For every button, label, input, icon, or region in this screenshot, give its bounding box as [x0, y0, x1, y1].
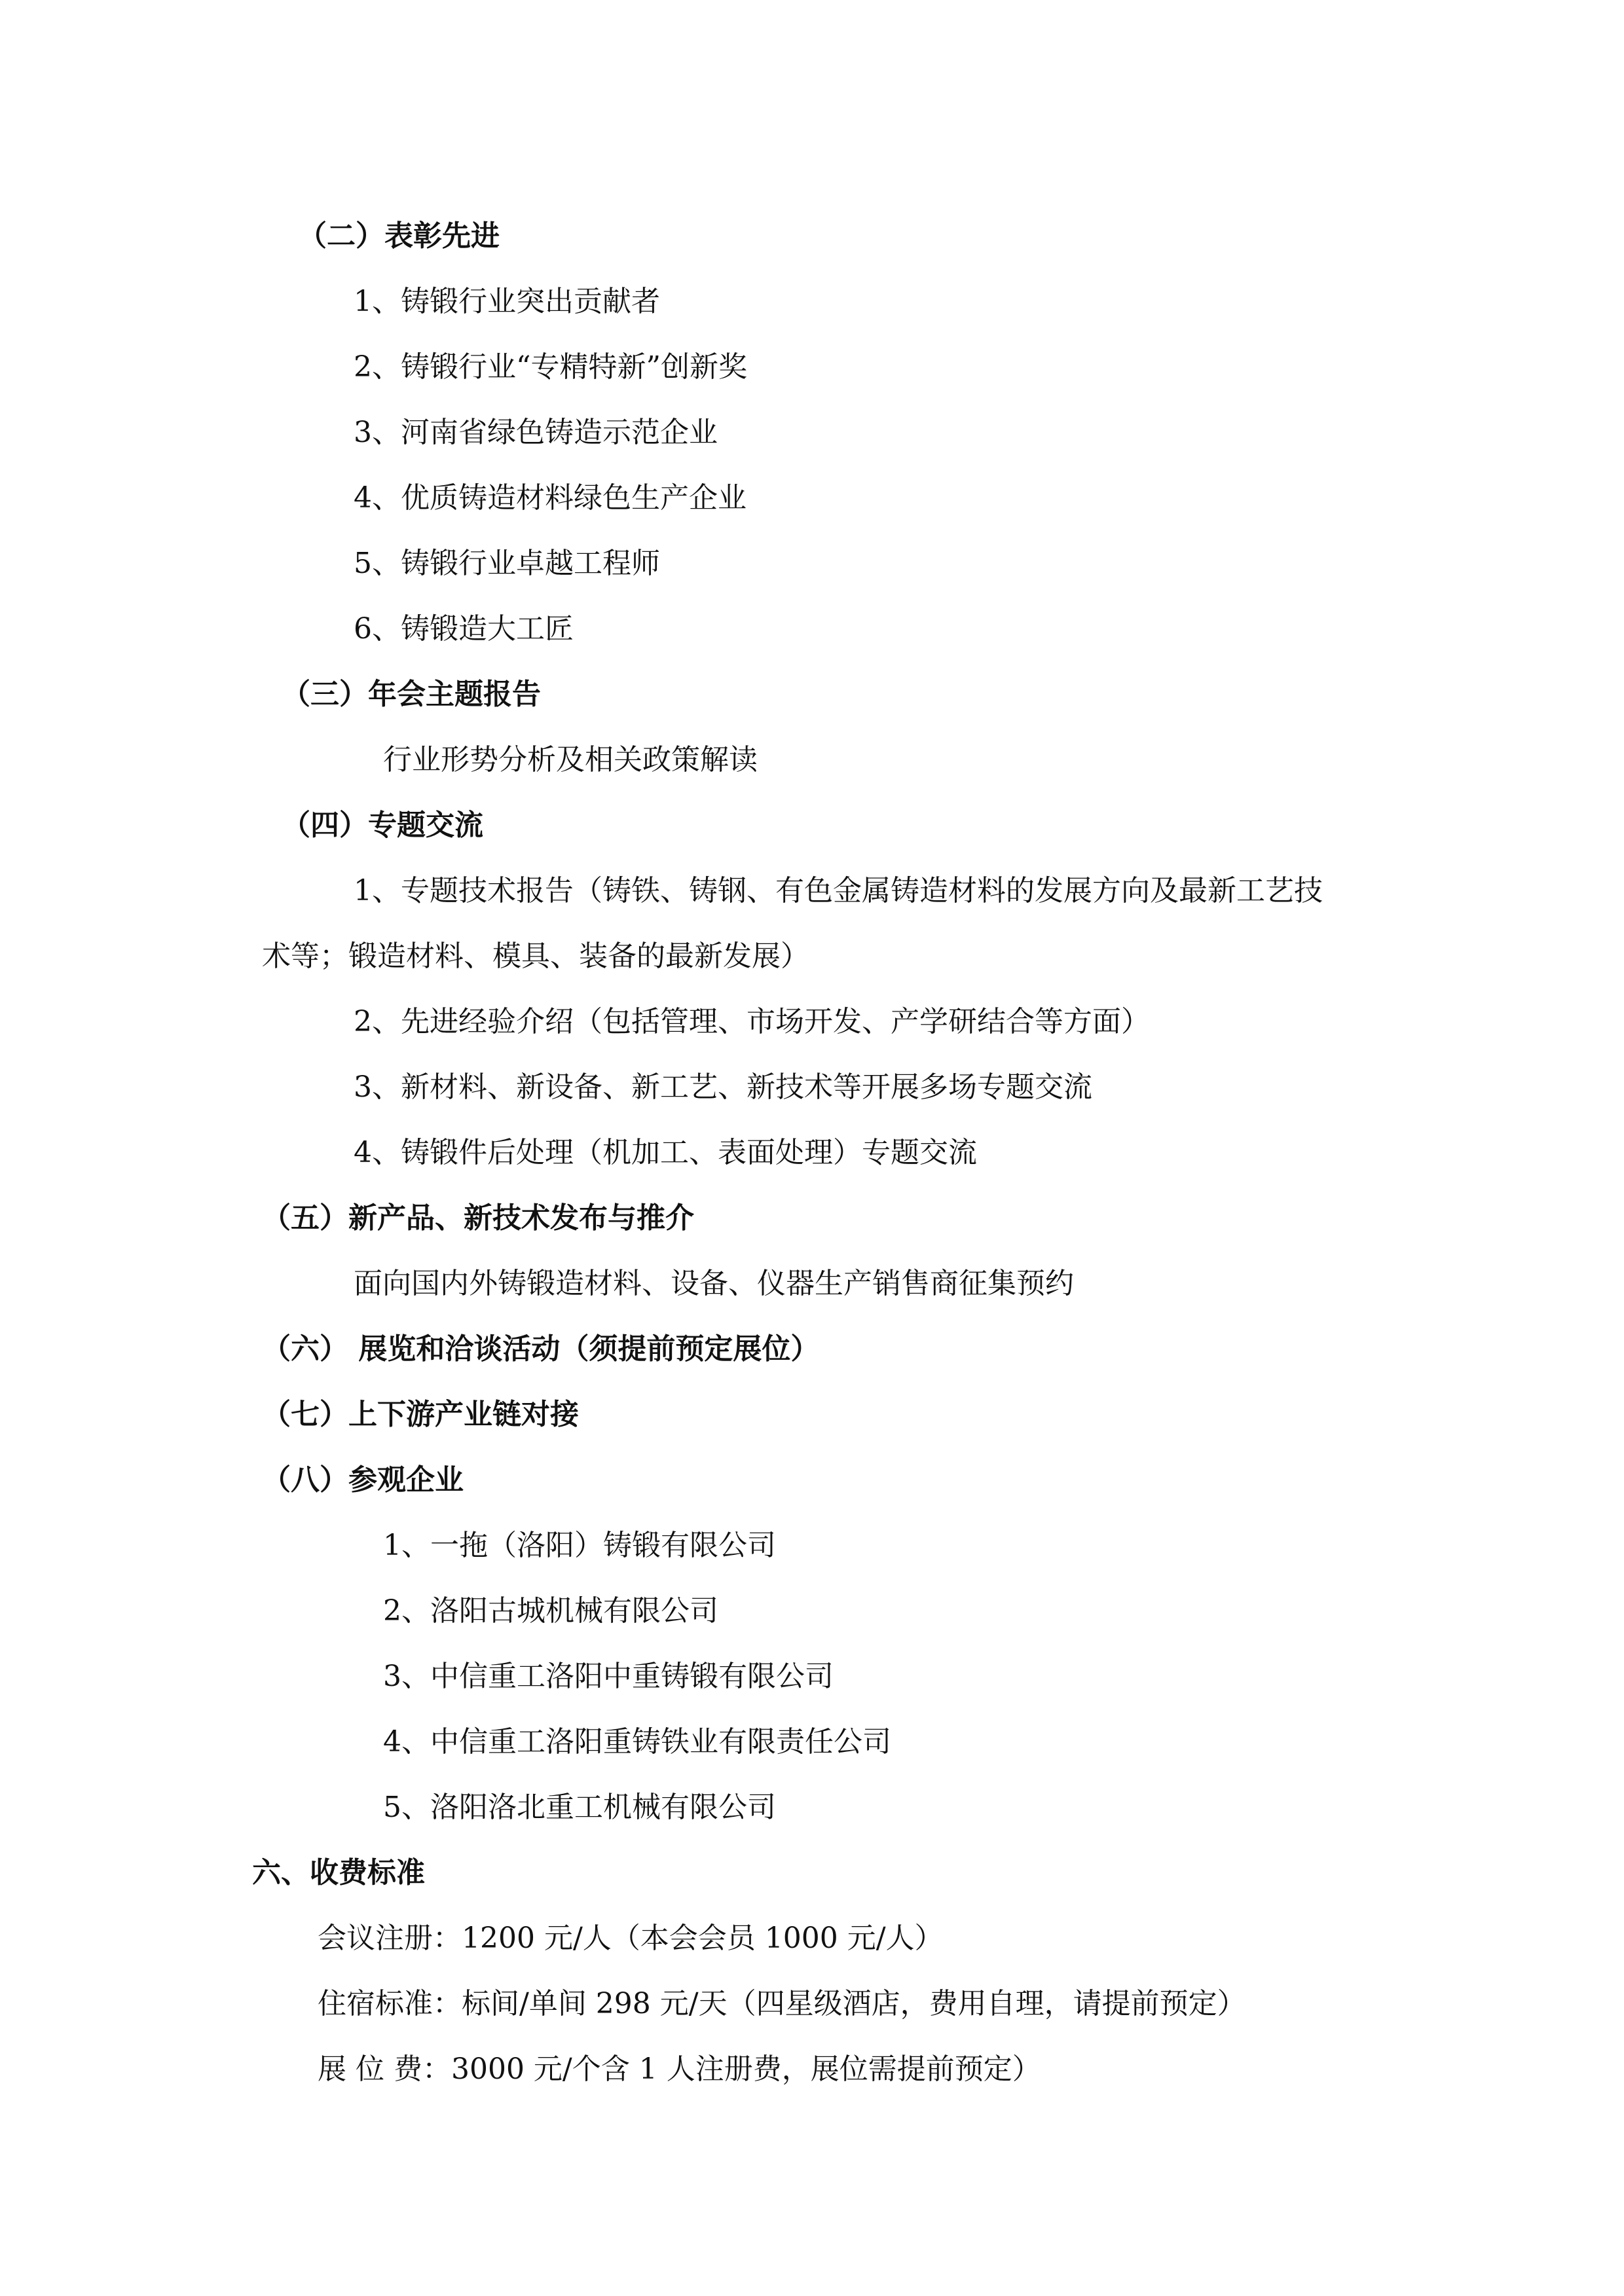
heading-fees: 六、收费标准: [252, 1856, 425, 1889]
list-item: 2、铸锻行业“专精特新”创新奖: [354, 350, 747, 384]
heading-new-products: （五）新产品、新技术发布与推介: [262, 1201, 694, 1235]
list-item: 1、铸锻行业突出贡献者: [354, 285, 660, 318]
heading-exhibition: （六） 展览和洽谈活动（须提前预定展位）: [262, 1332, 820, 1366]
list-item: 1、一拖（洛阳）铸锻有限公司: [383, 1529, 776, 1562]
list-item: 4、优质铸造材料绿色生产企业: [354, 481, 747, 515]
list-item: 6、铸锻造大工匠: [354, 612, 574, 646]
fee-registration: 会议注册：1200 元/人（本会会员 1000 元/人）: [318, 1922, 944, 1955]
list-item: 5、洛阳洛北重工机械有限公司: [383, 1791, 776, 1824]
paragraph: 行业形势分析及相关政策解读: [383, 743, 758, 776]
list-item: 5、铸锻行业卓越工程师: [354, 547, 660, 580]
list-item: 3、中信重工洛阳中重铸锻有限公司: [383, 1660, 834, 1693]
fee-accommodation: 住宿标准：标间/单间 298 元/天（四星级酒店，费用自理，请提前预定）: [318, 1987, 1246, 2020]
list-item: 2、洛阳古城机械有限公司: [383, 1594, 718, 1628]
list-item: 2、先进经验介绍（包括管理、市场开发、产学研结合等方面）: [354, 1005, 1150, 1038]
heading-topic-exchange: （四）专题交流: [282, 809, 483, 842]
fee-booth: 展 位 费：3000 元/个含 1 人注册费，展位需提前预定）: [318, 2052, 1041, 2086]
list-item: 3、河南省绿色铸造示范企业: [354, 416, 718, 449]
list-item: 4、铸锻件后处理（机加工、表面处理）专题交流: [354, 1136, 977, 1169]
paragraph: 面向国内外铸锻造材料、设备、仪器生产销售商征集预约: [354, 1267, 1074, 1300]
list-item: 1、专题技术报告（铸铁、铸钢、有色金属铸造材料的发展方向及最新工艺技: [354, 874, 1323, 907]
heading-awards: （二）表彰先进: [298, 219, 500, 253]
heading-theme-report: （三）年会主题报告: [282, 678, 541, 711]
list-item-continuation: 术等；锻造材料、模具、装备的最新发展）: [262, 939, 809, 973]
heading-site-visits: （八）参观企业: [262, 1463, 464, 1497]
list-item: 4、中信重工洛阳重铸铁业有限责任公司: [383, 1725, 891, 1758]
heading-industry-chain: （七）上下游产业链对接: [262, 1398, 579, 1431]
list-item: 3、新材料、新设备、新工艺、新技术等开展多场专题交流: [354, 1070, 1092, 1104]
